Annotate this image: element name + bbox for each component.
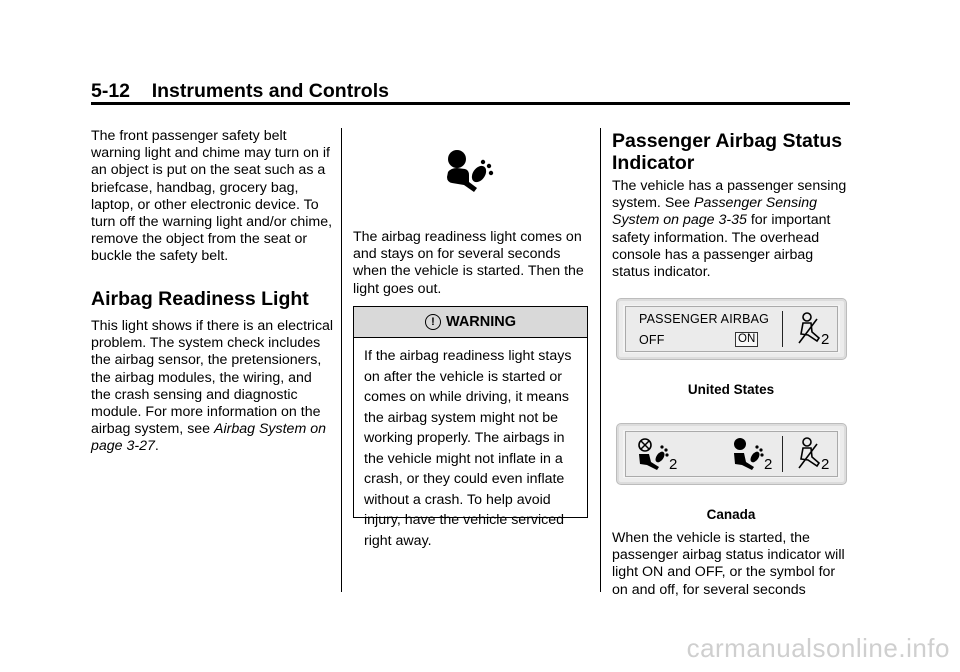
header-rule	[91, 102, 850, 105]
us-status-panel	[616, 298, 847, 360]
passenger-airbag-label: PASSENGER AIRBAG	[639, 312, 770, 326]
us-subscript: 2	[821, 331, 830, 348]
warning-icon: !	[425, 314, 441, 330]
airbag-system-link[interactable]: Airbag System on page 3-27	[91, 421, 326, 455]
airbag-off-symbol-icon	[635, 436, 671, 472]
canada-subscript-c: 2	[821, 456, 830, 473]
canada-caption: Canada	[706, 507, 756, 522]
airbag-on-symbol-icon	[730, 436, 766, 472]
airbag-readiness-paragraph: This light shows if there is an electrical problem. The system check includes the airbag sensor, the pretensioners, the airbag modules, the wiring, and the crash sensing and diagnostic module. For more information on the airbag system, see Airbag System on page 3-27.	[91, 318, 334, 455]
column-divider-1	[341, 128, 342, 592]
section-title: Instruments and Controls	[151, 80, 389, 102]
passenger-sensing-paragraph: The vehicle has a passenger sensing system. See Passenger Sensing System on page 3-35 for important safety information. The overhead console has a passenger airbag status indicator.	[612, 178, 847, 281]
airbag-readiness-heading: Airbag Readiness Light	[91, 288, 309, 310]
canada-subscript-b: 2	[764, 456, 773, 473]
readiness-light-paragraph: The airbag readiness light comes on and stays on for several seconds when the vehicle is started. Then the light goes out.	[353, 229, 584, 297]
intro-paragraph: The front passenger safety belt warning light and chime may turn on if an object is put on the seat such as a briefcase, handbag, grocery bag, laptop, or other electronic device. To turn off the warning light and/or chime, remove the object from the seat or buckle the safety belt.	[91, 128, 333, 265]
passenger-airbag-heading: Passenger Airbag Status Indicator	[612, 130, 843, 174]
page-header	[91, 80, 389, 103]
on-label: ON	[735, 332, 758, 347]
passenger-sensing-link[interactable]: Passenger Sensing System on page 3-35	[612, 195, 818, 229]
warning-header	[354, 307, 587, 338]
warning-box	[353, 306, 588, 549]
warning-body: If the airbag readiness light stays on after the vehicle is started or comes on while driving, it means the airbag system might not be working properly. The airbags in the vehicle might not inflate in a crash, or they could even inflate without a crash. To help avoid injury, have the vehicle serviced right away.	[364, 348, 572, 549]
canada-status-panel	[616, 423, 847, 485]
watermark: carmanualsonline.info	[686, 633, 950, 663]
airbag-readiness-icon	[445, 148, 497, 202]
status-indicator-paragraph: When the vehicle is started, the passenger airbag status indicator will light ON and OFF, or the symbol for on and off, for several seconds	[612, 530, 845, 598]
warning-title: WARNING	[445, 314, 517, 330]
page-number: 5-12	[91, 80, 131, 102]
us-caption: United States	[687, 382, 775, 397]
column-divider-2	[600, 128, 601, 592]
canada-subscript-a: 2	[669, 456, 678, 473]
off-label: OFF	[639, 333, 665, 347]
